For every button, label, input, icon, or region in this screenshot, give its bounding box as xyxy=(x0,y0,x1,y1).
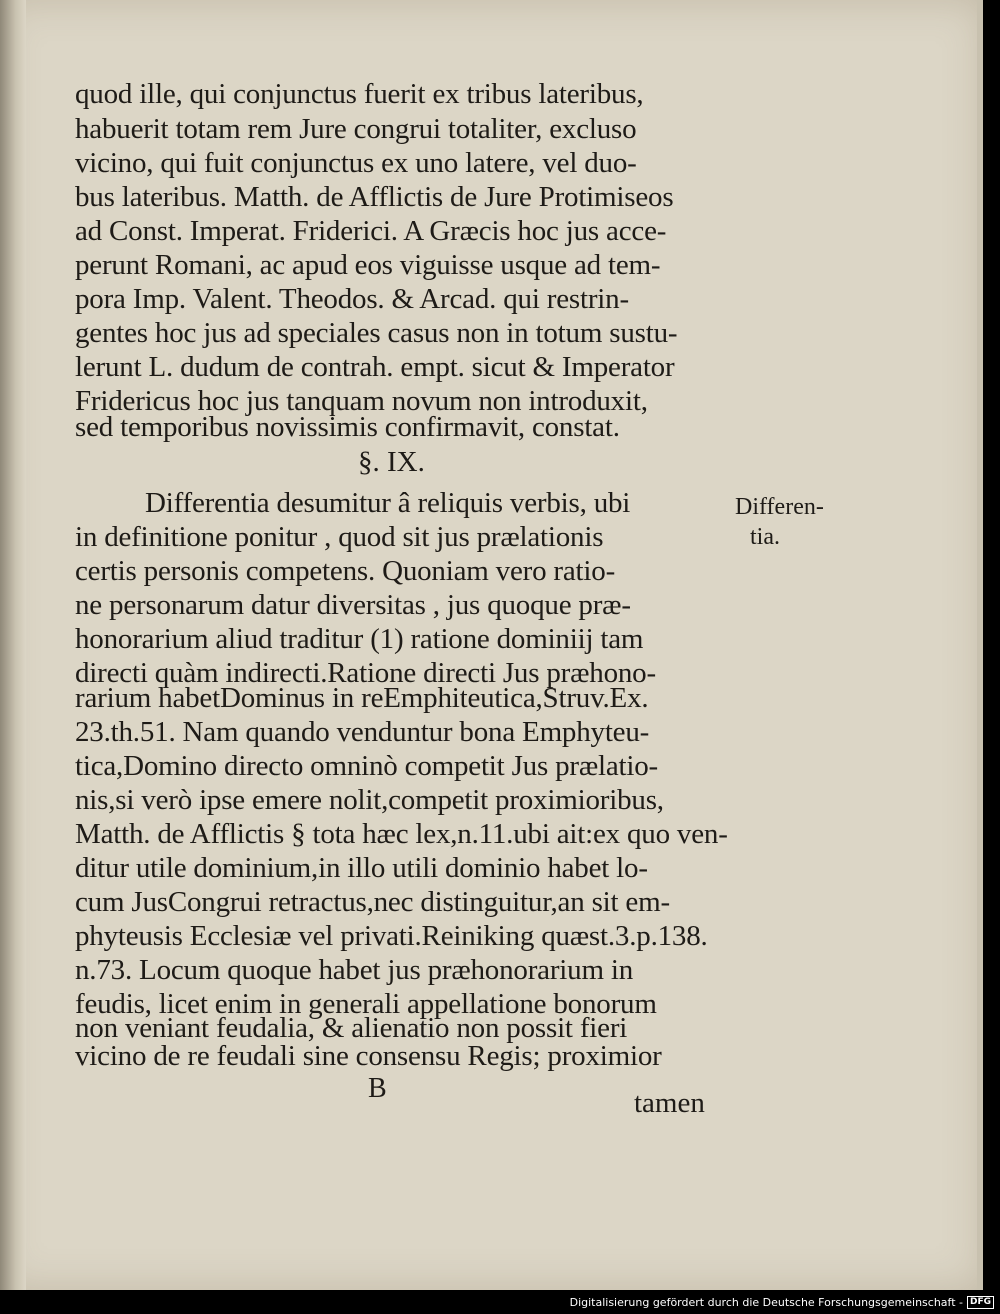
page-edge xyxy=(977,0,983,1290)
catchword: tamen xyxy=(634,1087,705,1119)
text-line: vicino de re feudali sine consensu Regis; proximior xyxy=(75,1040,662,1072)
text-line: feudis, licet enim in generali appellatione bonorum xyxy=(75,988,657,1020)
text-line: lerunt L. dudum de contrah. empt. sicut & Imperator xyxy=(75,351,675,383)
text-line: directi quàm indirecti.Ratione directi Jus præhono- xyxy=(75,657,656,689)
text-line: in definitione ponitur , quod sit jus prælationis xyxy=(75,521,604,553)
text-line: gentes hoc jus ad speciales casus non in totum sustu- xyxy=(75,317,678,349)
text-line: tica,Domino directo omninò competit Jus prælatio- xyxy=(75,750,658,782)
text-line: vicino, qui fuit conjunctus ex uno latere, vel duo- xyxy=(75,147,637,179)
text-line: non veniant feudalia, & alienatio non possit fieri xyxy=(75,1012,628,1044)
text-line: cum JusCongrui retractus,nec distinguitur,an sit em- xyxy=(75,886,670,918)
digitization-credit xyxy=(570,1296,994,1309)
text-line: Matth. de Afflictis § tota hæc lex,n.11.ubi ait:ex quo ven- xyxy=(75,818,728,850)
text-line: nis,si verò ipse emere nolit,competit proximioribus, xyxy=(75,784,664,816)
text-line: sed temporibus novissimis confirmavit, constat. xyxy=(75,411,620,443)
text-line: quod ille, qui conjunctus fuerit ex tribus lateribus, xyxy=(75,78,644,110)
dfg-logo-icon: DFG xyxy=(967,1296,994,1309)
credit-text: Digitalisierung gefördert durch die Deutsche Forschungsgemeinschaft - xyxy=(569,1296,963,1309)
page-gutter-shadow xyxy=(0,0,26,1290)
text-line: habuerit totam rem Jure congrui totaliter, excluso xyxy=(75,113,637,145)
marginal-note-line: tia. xyxy=(750,524,780,550)
section-heading: §. IX. xyxy=(358,446,425,478)
text-line: Differentia desumitur â reliquis verbis, ubi xyxy=(145,487,631,519)
text-line: certis personis competens. Quoniam vero ratio- xyxy=(75,555,616,587)
text-line: ne personarum datur diversitas , jus quoque præ- xyxy=(75,589,631,621)
text-line: ad Const. Imperat. Friderici. A Græcis hoc jus acce- xyxy=(75,215,667,247)
text-line: rarium habetDominus in reEmphiteutica,Struv.Ex. xyxy=(75,682,649,714)
text-line: honorarium aliud traditur (1) ratione dominiij tam xyxy=(75,623,644,655)
text-line: perunt Romani, ac apud eos viguisse usque ad tem- xyxy=(75,249,661,281)
text-line: 23.th.51. Nam quando venduntur bona Emphyteu- xyxy=(75,716,650,748)
marginal-note-line: Differen- xyxy=(735,494,824,520)
text-line: ditur utile dominium,in illo utili dominio habet lo- xyxy=(75,852,648,884)
signature-mark: B xyxy=(368,1073,387,1104)
text-line: Fridericus hoc jus tanquam novum non introduxit, xyxy=(75,385,648,417)
text-line: phyteusis Ecclesiæ vel privati.Reiniking quæst.3.p.138. xyxy=(75,920,708,952)
text-line: pora Imp. Valent. Theodos. & Arcad. qui restrin- xyxy=(75,283,629,315)
text-line: n.73. Locum quoque habet jus præhonorarium in xyxy=(75,954,634,986)
text-line: bus lateribus. Matth. de Afflictis de Jure Protimiseos xyxy=(75,181,674,213)
